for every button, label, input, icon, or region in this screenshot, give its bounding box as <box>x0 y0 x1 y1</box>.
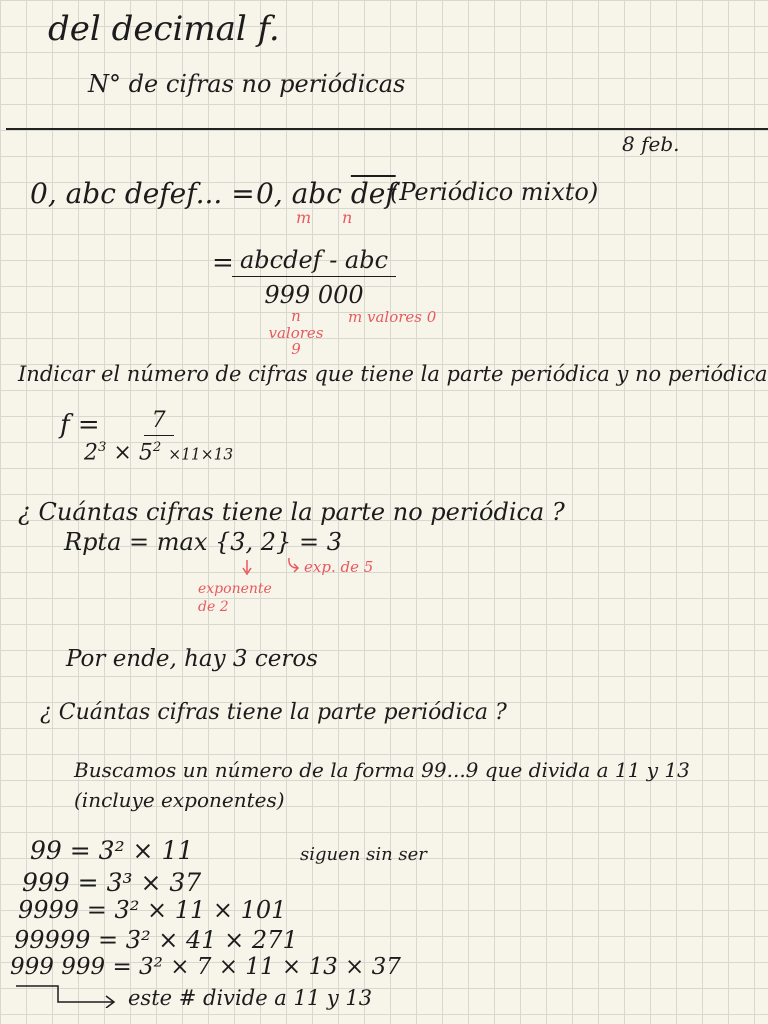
arrow-down-icon <box>242 560 252 576</box>
conclusion-text: Por ende, hay 3 ceros <box>66 646 318 672</box>
factor-eq: = <box>77 868 99 897</box>
factor-eq: = <box>112 954 132 980</box>
question-periodic: ¿ Cuántas cifras tiene la parte periódica ? <box>40 700 507 725</box>
factorization-row <box>18 898 286 922</box>
fraction-eq-sign: = <box>212 248 234 278</box>
factor-factors: 3² × 11 × 101 <box>114 896 287 924</box>
factor-factors: 3² × 41 × 271 <box>125 926 298 954</box>
m-label: m <box>296 208 312 227</box>
factor-factors: 3² × 11 <box>98 836 194 865</box>
factor-number: 99999 <box>14 926 91 954</box>
instruction-text: Indicar el número de cifras que tiene la parte periódica y no periódica <box>18 362 768 386</box>
curved-arrow-icon <box>286 558 302 574</box>
note-exp-5: exp. de 5 <box>304 558 374 576</box>
factor-number: 99 <box>30 836 62 865</box>
f-lhs: f = <box>60 410 100 440</box>
factorization-row <box>22 870 201 895</box>
divider-line <box>6 128 768 130</box>
f-den-rest: ×11×13 <box>168 445 234 464</box>
n-label: n <box>342 208 353 227</box>
nines-label: n valores 9 <box>268 307 324 358</box>
answer-non-periodic: Rpta = max {3, 2} = 3 <box>64 528 342 556</box>
page-title: del decimal f. <box>48 9 280 49</box>
periodic-rhs <box>256 177 396 210</box>
factor-number: 9999 <box>18 896 80 924</box>
zeros-label: m valores 0 <box>348 308 437 326</box>
factorization-row <box>14 928 298 952</box>
periodic-rhs-prefix: 0, abc <box>256 177 342 210</box>
f-denominator <box>84 436 233 465</box>
f-fraction <box>84 408 233 465</box>
date-label: 8 feb. <box>622 132 680 156</box>
search-text-line1: Buscamos un número de la forma 99...9 que divida a 11 y 13 <box>74 758 690 782</box>
factor-eq: = <box>86 896 107 924</box>
factorization-row <box>30 838 193 863</box>
fraction-denominator: 999 000 <box>264 281 364 309</box>
question-non-periodic: ¿ Cuántas cifras tiene la parte no periódica ? <box>18 498 565 526</box>
factor-factors: 3³ × 37 <box>106 868 202 897</box>
periodic-type-note: (Periódico mixto) <box>390 178 599 206</box>
factor-eq: = <box>98 926 119 954</box>
periodic-rhs-period: $\overline{def}$ <box>350 177 396 210</box>
note-exponent-2: exponente de 2 <box>198 581 272 616</box>
periodic-fraction <box>232 246 396 309</box>
factor-factors: 3² × 7 × 11 × 13 × 37 <box>139 954 401 980</box>
factor-number: 999 <box>22 868 70 897</box>
side-note: siguen sin ser <box>300 844 427 865</box>
f-den-base-5: × 5 <box>113 440 153 466</box>
periodic-lhs: 0, abc defef... = <box>30 177 255 210</box>
f-numerator: 7 <box>144 408 174 436</box>
factor-number: 999 999 <box>10 954 106 980</box>
final-note: este # divide a 11 y 13 <box>128 986 373 1010</box>
page-subtitle: N° de cifras no periódicas <box>88 70 406 98</box>
f-den-exp-5: 2 <box>152 440 162 455</box>
factor-eq: = <box>69 836 91 865</box>
right-arrow-icon <box>14 982 124 1008</box>
search-text-line2: (incluye exponentes) <box>74 788 285 812</box>
f-den-exp-2: 3 <box>98 440 107 455</box>
fraction-numerator: abcdef - abc <box>232 246 396 277</box>
f-den-base-2: 2 <box>84 440 98 466</box>
factorization-row <box>10 956 401 979</box>
